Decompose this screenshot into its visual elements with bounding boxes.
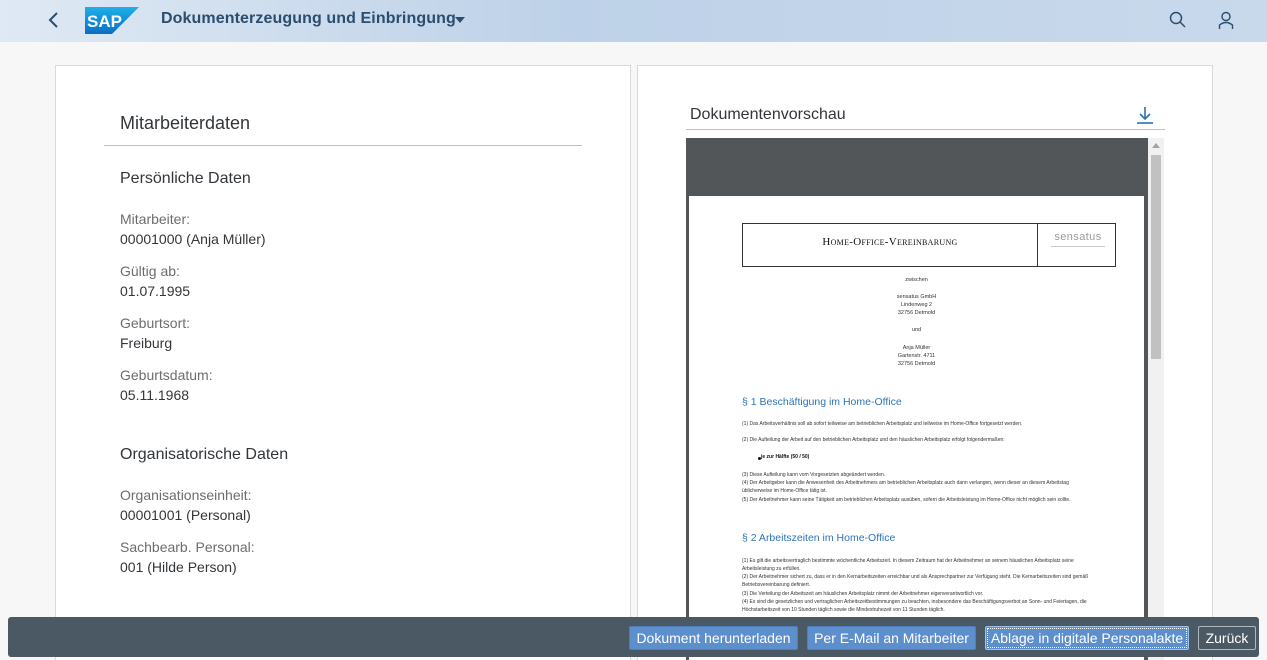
form-title: Mitarbeiterdaten: [120, 113, 251, 133]
doc-header-box: [742, 223, 1116, 267]
valid-from-value: 01.07.1995: [120, 283, 191, 299]
birthplace-value: Freiburg: [120, 335, 173, 351]
doc-s1-p1: (1) Das Arbeitsverhältnis soll ab sofort teilweise am betrieblichen Arbeitsplatz und teilweise im Home-Office fortgesetzt werden.: [742, 421, 1023, 427]
scroll-up-icon[interactable]: [1152, 143, 1160, 148]
doc-party2-line1: Anja Müller: [902, 345, 931, 351]
archive-personnel-file-button[interactable]: Ablage in digitale Personalakte: [985, 626, 1189, 650]
scrollbar-thumb[interactable]: [1151, 155, 1161, 359]
doc-s1-p5: (5) Der Arbeitnehmer kann seine Tätigkeit am betrieblichen Arbeitsplatz ausüben, sofern die Arbeitsleistung im Home-Office nicht möglich sein sollte.: [742, 497, 1071, 503]
doc-s2-p2: (2) Der Arbeitnehmer sichert zu, dass er in den Kernarbeitszeiten erreichbar und als Ansprechpartner zur Verfügung steht. Die Kernarbeitszeiten sind gemäß Betriebsvereinbarung definiert.: [742, 574, 1089, 589]
org-data-title: Organisatorische Daten: [120, 446, 289, 463]
preview-title: Dokumentenvorschau: [690, 106, 846, 123]
valid-from-label: Gültig ab:: [120, 263, 180, 279]
doc-heading: Home-Office-Vereinbarung: [822, 236, 958, 248]
back-button[interactable]: Zurück: [1198, 626, 1256, 650]
doc-logo-underline: [1051, 246, 1105, 247]
download-document-button[interactable]: Dokument herunterladen: [629, 626, 798, 650]
document-preview-panel: [637, 65, 1213, 660]
doc-logo: sensatus: [1054, 231, 1102, 243]
footer-toolbar: [8, 617, 1259, 657]
doc-s1-p4: (4) Der Arbeitgeber kann die Anwesenheit des Arbeitnehmers am betrieblichen Arbeitsplatz auch dann verlangen, wenn dieser an diesem Arbeitstag üblicherweise im Home-Office tätig ist.: [742, 480, 1069, 495]
personal-data-title: Persönliche Daten: [120, 170, 251, 187]
sap-logo[interactable]: [85, 7, 139, 34]
org-unit-label: Organisationseinheit:: [120, 487, 252, 503]
download-icon[interactable]: [1134, 104, 1156, 126]
employee-label: Mitarbeiter:: [120, 211, 191, 227]
search-icon[interactable]: [1168, 10, 1188, 30]
employee-data-panel: [55, 65, 631, 660]
doc-s1-bullet: je zur Hälfte (50 / 50): [761, 454, 810, 460]
birthdate-label: Geburtsdatum:: [120, 367, 213, 383]
form-divider: [104, 145, 582, 146]
doc-s1-p2: (2) Die Aufteilung der Arbeit auf den betrieblichen Arbeitsplatz und den häuslichen Arbeitsplatz erfolgt folgendermaßen:: [742, 437, 1005, 443]
employee-value: 00001000 (Anja Müller): [120, 231, 266, 247]
doc-party1-line2: Lindenweg 2: [900, 302, 933, 308]
clerk-label: Sachbearb. Personal:: [120, 539, 255, 555]
doc-s2-p3: (3) Die Verteilung der Arbeitszeit am häuslichen Arbeitsplatz nimmt der Arbeitnehmer eigenverantwortlich vor.: [742, 591, 984, 597]
app-title[interactable]: Dokumenterzeugung und Einbringung: [161, 10, 456, 27]
shell-bar: [0, 0, 1267, 42]
sap-logo-text: SAP: [87, 12, 122, 31]
viewer-scrollbar[interactable]: [1148, 138, 1164, 660]
back-icon[interactable]: [44, 9, 66, 31]
doc-s2-p1: (1) Es gilt die arbeitsvertraglich bestimmte wöchentliche Arbeitszeit. In diesem Zeitraum hat der Arbeitnehmer an seinem häuslichen Arbeitsplatz seine Arbeitsleistung zu erfüllen.: [742, 558, 1074, 573]
clerk-value: 001 (Hilde Person): [120, 559, 237, 575]
doc-s1-p3: (3) Diese Aufteilung kann vom Vorgesetzten abgeändert werden.: [742, 472, 886, 478]
doc-party2-line3: 32756 Detmold: [897, 361, 936, 367]
doc-s2-p4: (4) Es sind die gesetzlichen und vertraglichen Arbeitszeitbestimmungen zu beachten, insbesondere das Beschäftigungsverbot an Sonn- und Feiertagen, die Höchstarbeitszeit von 10 Stunden täglich sowie die Mindestruhezeit von 11 Stunden täglich.: [742, 599, 1087, 614]
doc-section2-title: § 2 Arbeitszeiten im Home-Office: [742, 532, 896, 544]
birthdate-value: 05.11.1968: [120, 387, 190, 403]
document-page: [689, 196, 1144, 660]
doc-and: und: [911, 327, 922, 333]
org-unit-value: 00001001 (Personal): [120, 507, 251, 523]
doc-header-separator: [1037, 224, 1038, 266]
doc-party1-line1: sensatus GmbH: [896, 294, 937, 300]
preview-divider: [686, 129, 1165, 130]
pdf-viewer[interactable]: [686, 138, 1164, 660]
doc-party2-line2: Gartenstr. 4711: [897, 353, 936, 359]
caret-down-icon[interactable]: [454, 14, 466, 26]
user-icon[interactable]: [1216, 10, 1236, 30]
birthplace-label: Geburtsort:: [120, 315, 191, 331]
doc-party1-line3: 32756 Detmold: [897, 310, 936, 316]
doc-section1-title: § 1 Beschäftigung im Home-Office: [742, 396, 902, 408]
email-employee-button[interactable]: Per E-Mail an Mitarbeiter: [807, 626, 976, 650]
doc-between: zwischen: [905, 277, 928, 283]
